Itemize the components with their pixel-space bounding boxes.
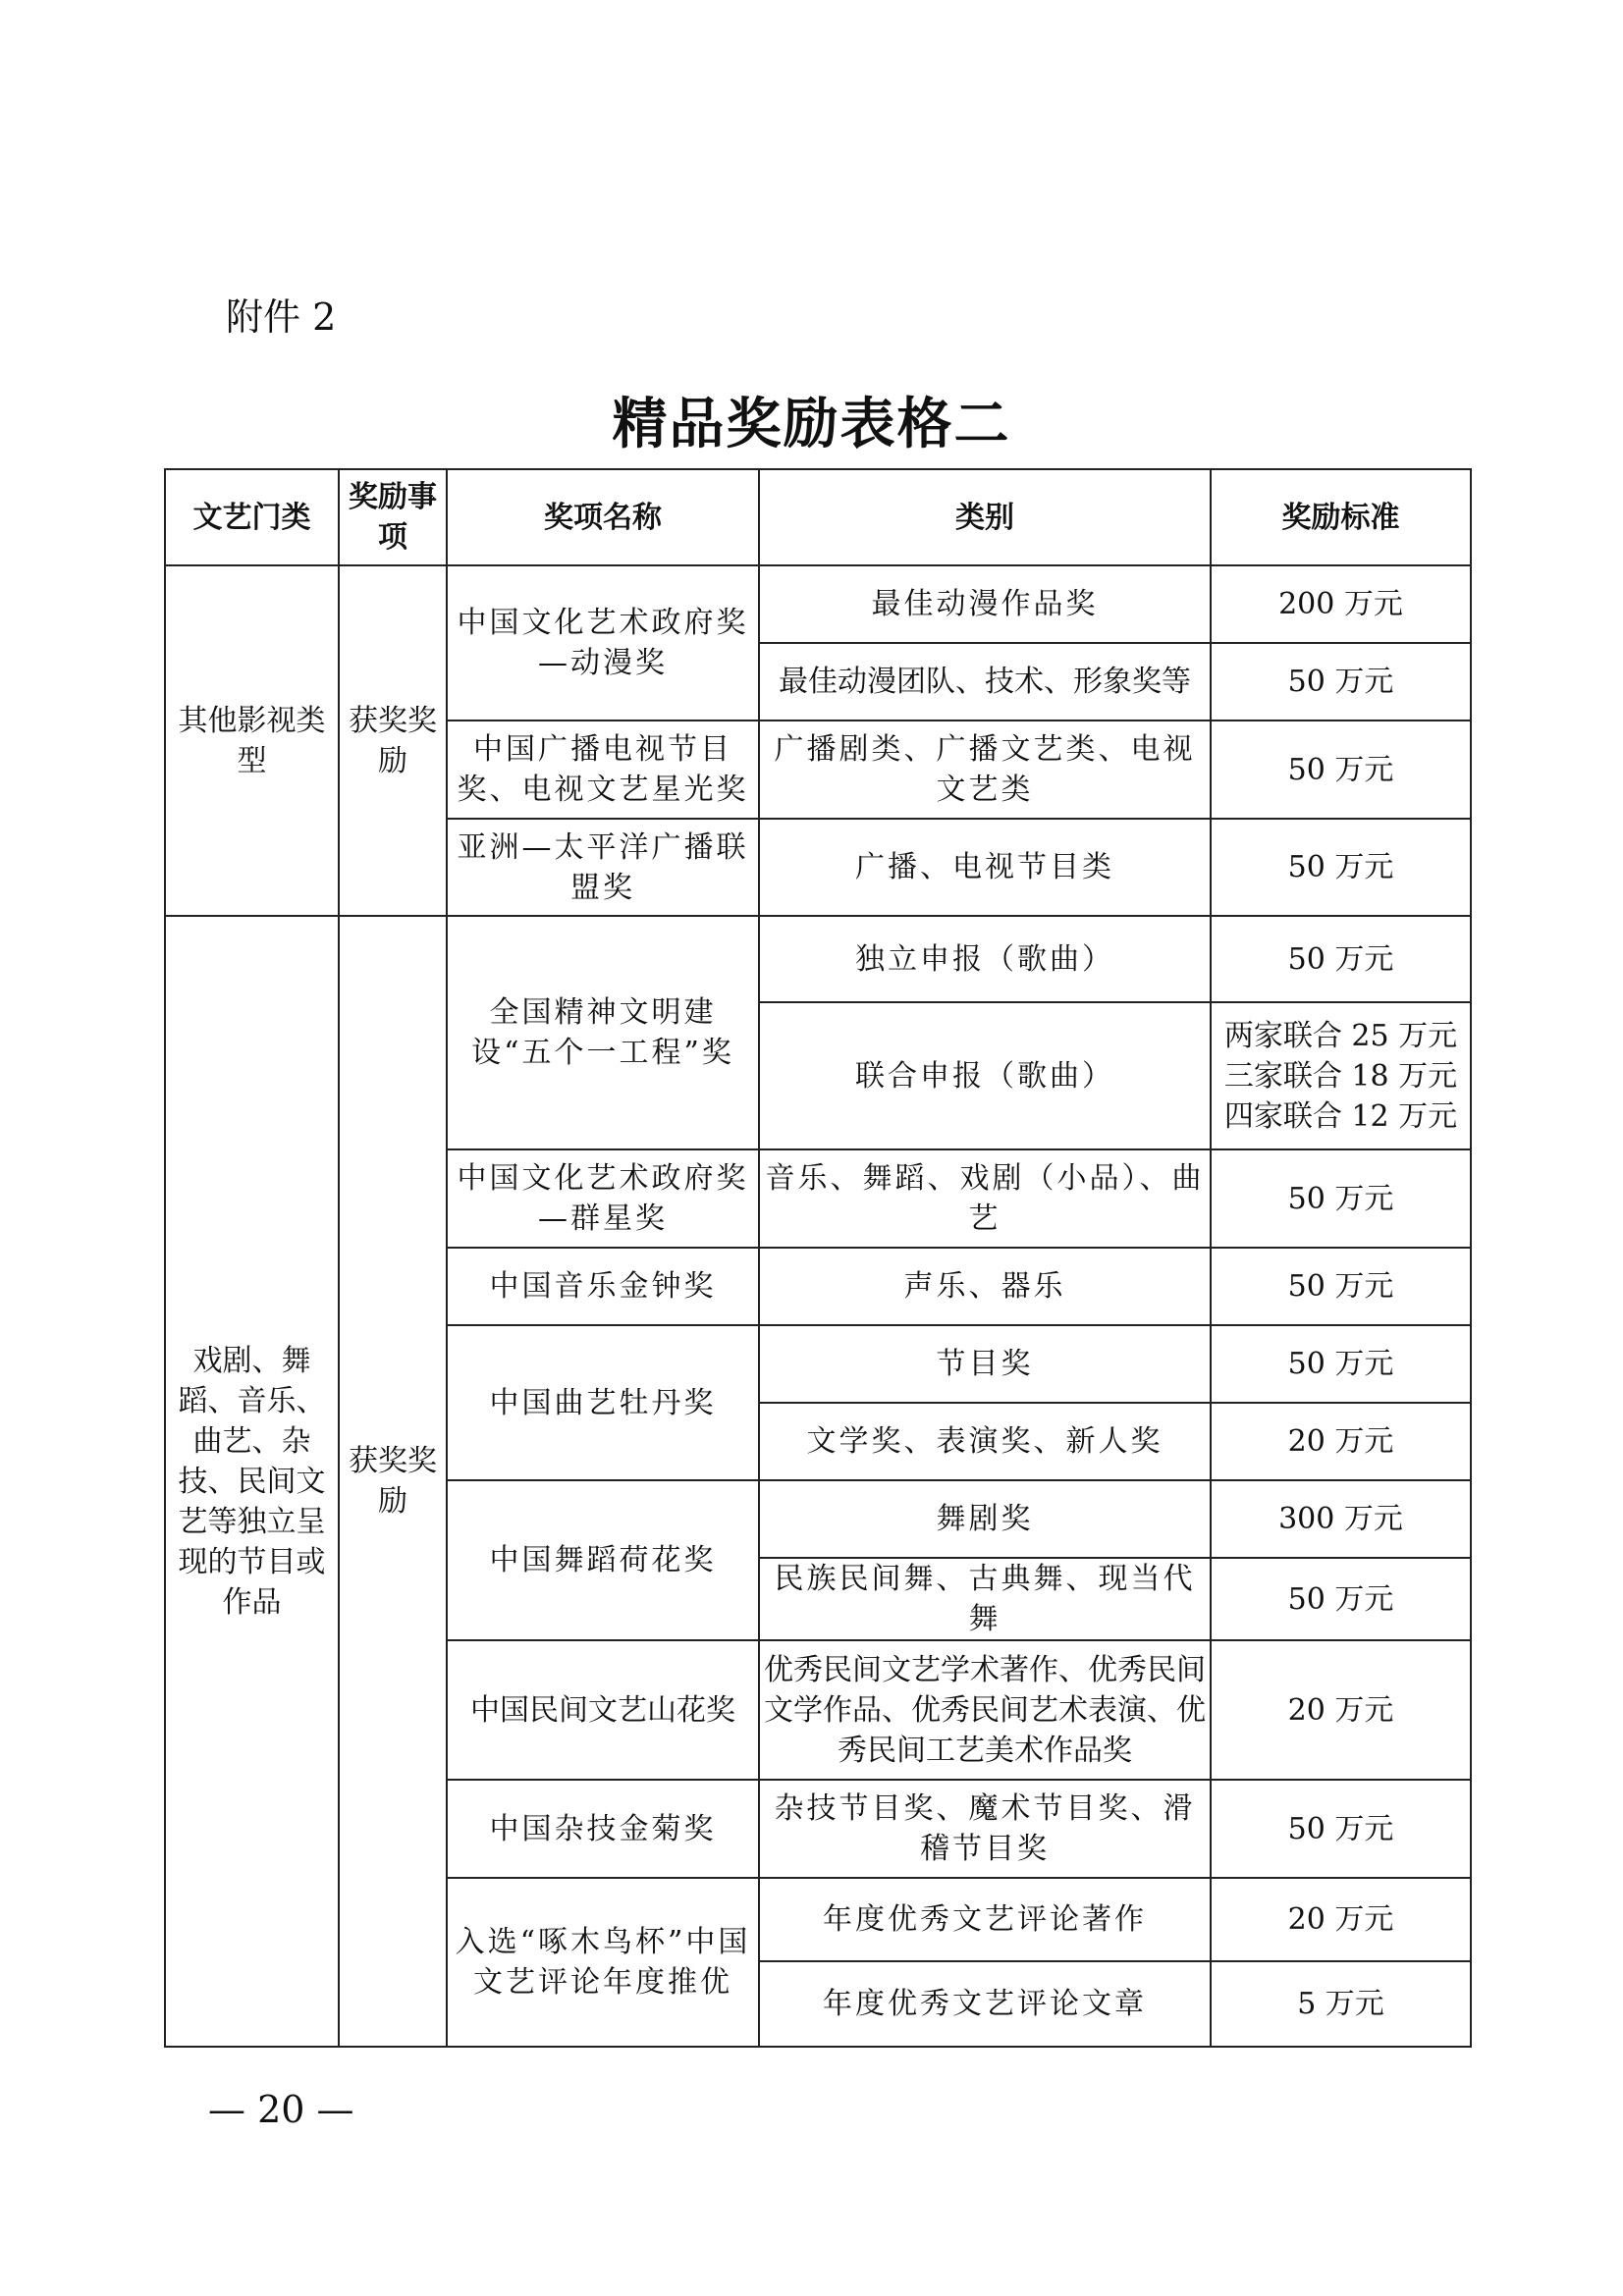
type-cell: 广播剧类、广播文艺类、电视文艺类 bbox=[759, 721, 1211, 819]
page-number: — 20 — bbox=[208, 2088, 354, 2131]
amount-cell: 20 万元 bbox=[1211, 1403, 1471, 1480]
amount-cell: 20 万元 bbox=[1211, 1640, 1471, 1780]
award-name-cell: 中国曲艺牡丹奖 bbox=[447, 1325, 759, 1480]
award-name-cell: 中国文化艺术政府奖—群星奖 bbox=[447, 1149, 759, 1248]
type-cell: 最佳动漫作品奖 bbox=[759, 565, 1211, 643]
type-cell: 音乐、舞蹈、戏剧（小品）、曲艺 bbox=[759, 1149, 1211, 1248]
award-name-cell: 中国杂技金菊奖 bbox=[447, 1780, 759, 1878]
award-name-cell: 中国广播电视节目奖、电视文艺星光奖 bbox=[447, 721, 759, 819]
category-cell: 戏剧、舞蹈、音乐、曲艺、杂技、民间文艺等独立呈现的节目或作品 bbox=[165, 916, 339, 2047]
header-row bbox=[165, 469, 1471, 565]
attachment-label: 附件 2 bbox=[226, 295, 337, 339]
amount-cell: 50 万元 bbox=[1211, 1149, 1471, 1248]
item-cell: 获奖奖励 bbox=[339, 916, 447, 2047]
type-cell: 杂技节目奖、魔术节目奖、滑稽节目奖 bbox=[759, 1780, 1211, 1878]
type-cell: 舞剧奖 bbox=[759, 1480, 1211, 1558]
item-cell: 获奖奖励 bbox=[339, 565, 447, 916]
amount-cell: 50 万元 bbox=[1211, 643, 1471, 721]
type-cell: 年度优秀文艺评论文章 bbox=[759, 1961, 1211, 2047]
award-name-cell: 中国民间文艺山花奖 bbox=[447, 1640, 759, 1780]
amount-cell: 两家联合 25 万元 三家联合 18 万元 四家联合 12 万元 bbox=[1211, 1002, 1471, 1149]
amount-cell: 50 万元 bbox=[1211, 819, 1471, 916]
award-name-cell: 入选“啄木鸟杯”中国文艺评论年度推优 bbox=[447, 1878, 759, 2047]
amount-cell: 200 万元 bbox=[1211, 565, 1471, 643]
amount-cell: 50 万元 bbox=[1211, 916, 1471, 1002]
amount-cell: 300 万元 bbox=[1211, 1480, 1471, 1558]
awards-table bbox=[164, 468, 1472, 2048]
type-cell: 联合申报（歌曲） bbox=[759, 1002, 1211, 1149]
header-category: 文艺门类 bbox=[165, 469, 339, 565]
category-cell: 其他影视类型 bbox=[165, 565, 339, 916]
award-name-cell: 亚洲—太平洋广播联盟奖 bbox=[447, 819, 759, 916]
header-standard: 奖励标准 bbox=[1211, 469, 1471, 565]
header-item: 奖励事项 bbox=[339, 469, 447, 565]
page-title: 精品奖励表格二 bbox=[612, 392, 1011, 456]
type-cell: 广播、电视节目类 bbox=[759, 819, 1211, 916]
type-cell: 最佳动漫团队、技术、形象奖等 bbox=[759, 643, 1211, 721]
amount-cell: 50 万元 bbox=[1211, 1248, 1471, 1325]
award-name-cell: 中国文化艺术政府奖—动漫奖 bbox=[447, 565, 759, 721]
table-row bbox=[165, 565, 1471, 643]
type-cell: 声乐、器乐 bbox=[759, 1248, 1211, 1325]
amount-cell: 50 万元 bbox=[1211, 1325, 1471, 1403]
award-name-cell: 全国精神文明建设“五个一工程”奖 bbox=[447, 916, 759, 1149]
amount-cell: 50 万元 bbox=[1211, 1558, 1471, 1640]
award-name-cell: 中国舞蹈荷花奖 bbox=[447, 1480, 759, 1640]
type-cell: 优秀民间文艺学术著作、优秀民间文学作品、优秀民间艺术表演、优秀民间工艺美术作品奖 bbox=[759, 1640, 1211, 1780]
amount-cell: 20 万元 bbox=[1211, 1878, 1471, 1961]
type-cell: 独立申报（歌曲） bbox=[759, 916, 1211, 1002]
type-cell: 年度优秀文艺评论著作 bbox=[759, 1878, 1211, 1961]
type-cell: 节目奖 bbox=[759, 1325, 1211, 1403]
type-cell: 民族民间舞、古典舞、现当代舞 bbox=[759, 1558, 1211, 1640]
header-award: 奖项名称 bbox=[447, 469, 759, 565]
table-row bbox=[165, 916, 1471, 1002]
amount-cell: 5 万元 bbox=[1211, 1961, 1471, 2047]
amount-cell: 50 万元 bbox=[1211, 721, 1471, 819]
amount-cell: 50 万元 bbox=[1211, 1780, 1471, 1878]
header-type: 类别 bbox=[759, 469, 1211, 565]
award-name-cell: 中国音乐金钟奖 bbox=[447, 1248, 759, 1325]
type-cell: 文学奖、表演奖、新人奖 bbox=[759, 1403, 1211, 1480]
